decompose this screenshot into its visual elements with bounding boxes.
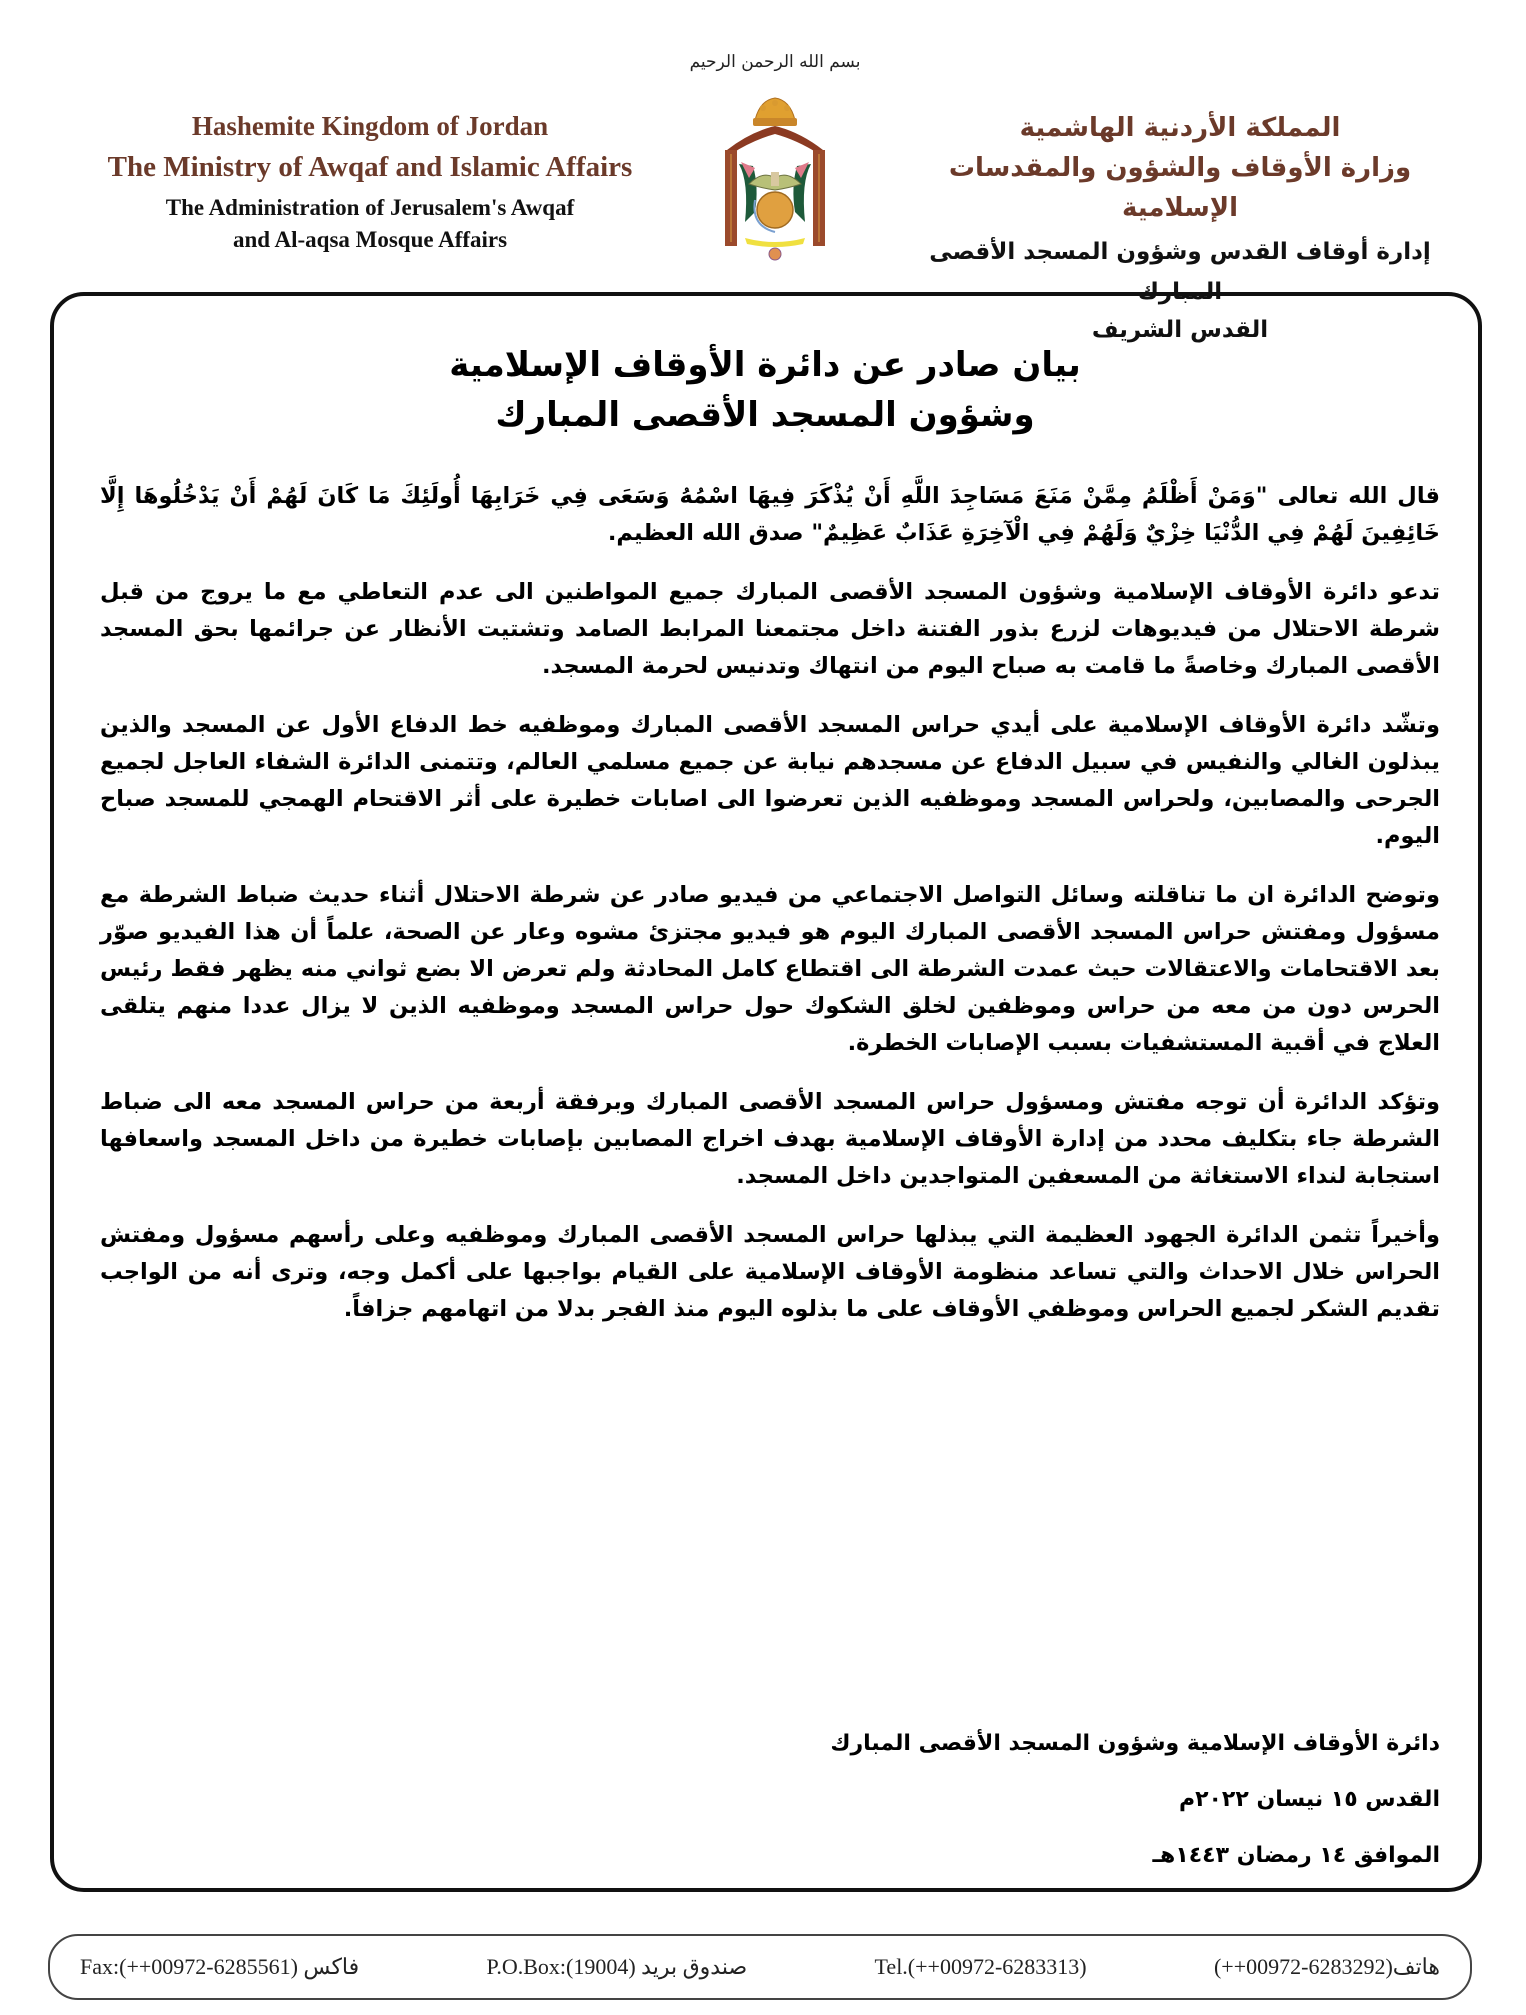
kingdom-name-ar: المملكة الأردنية الهاشمية: [1019, 113, 1341, 143]
statement-title: [200, 340, 1330, 440]
administration-name-en-line2: and Al-aqsa Mosque Affairs: [232, 227, 508, 252]
city-name-ar: القدس الشريف: [1091, 317, 1269, 343]
kingdom-name-en: Hashemite Kingdom of Jordan: [191, 111, 549, 141]
paragraph-confirmation: وتؤكد الدائرة أن توجه مفتش ومسؤول حراس المسجد الأقصى المبارك وبرفقة أربعة من حراس المسجد معه الى ضباط الشرطة جاء بتكليف محدد من إدارة الأوقاف الإسلامية بهدف اخراج المصابين بإصابات خطيرة من داخل المسجد واسعافها استجابة لنداء الاستغاثة من المسعفين المتواجدين داخل المسجد.: [100, 1089, 1440, 1189]
telephone-number: Tel.(++00972-6283313): [874, 1954, 1087, 1979]
statement-title-line1: بيان صادر عن دائرة الأوقاف الإسلامية: [449, 345, 1081, 385]
date-hijri: الموافق ١٤ رمضان ١٤٤٣هـ: [1152, 1843, 1440, 1868]
paragraph-closing-thanks: وأخيراً تثمن الدائرة الجهود العظيمة التي يبذلها حراس المسجد الأقصى المبارك وموظفيه وعلى رأسهم مسؤول ومفتش الحراس خلال الاحداث والتي تساعد منظومة الأوقاف الإسلامية على القيام بواجبها على أكمل وجه، وترى أنه من الواجب تقديم الشكر لجميع الحراس وموظفي الأوقاف على ما بذلوه اليوم منذ الفجر بدلا من اتهامهم جزافاً.: [100, 1222, 1440, 1322]
ministry-name-ar: وزارة الأوقاف والشؤون والمقدسات الإسلامية: [948, 153, 1412, 223]
fax-number: Fax:(++00972-6285561) فاكس: [80, 1954, 360, 1979]
paragraph-call-to-citizens: تدعو دائرة الأوقاف الإسلامية وشؤون المسجد الأقصى المبارك جميع المواطنين الى عدم التعاطي مع ما يروج من قبل شرطة الاحتلال من فيديوهات لزرع بذور الفتنة داخل مجتمعنا المرابط الصامد وتشتيت الأنظار عن جرائمها بحق المسجد الأقصى المبارك وخاصةً ما قامت به صباح اليوم من انتهاك وتدنيس لحرمة المسجد.: [100, 579, 1440, 679]
statement-title-line2: وشؤون المسجد الأقصى المبارك: [495, 395, 1035, 435]
contact-footer: [48, 1934, 1472, 2000]
paragraph-guards-praise: وتشّد دائرة الأوقاف الإسلامية على أيدي حراس المسجد الأقصى المبارك وموظفيه خط الدفاع الأول عن المسجد والذين يبذلون الغالي والنفيس في سبيل الدفاع عن مسجدهم نيابة عن جميع مسلمي العالم، وتتمنى الدائرة الشفاء العاجل لجميع الجرحى والمصابين، ولحراس المسجد وموظفيه الذين تعرضوا الى اصابات خطيرة على أثر الاقتحام الهمجي للمسجد صباح اليوم.: [100, 712, 1440, 849]
paragraph-video-clarification: وتوضح الدائرة ان ما تناقلته وسائل التواصل الاجتماعي من فيديو صادر عن شرطة الاحتلال أثناء حديث ضباط الشرطة مع مسؤول ومفتش حراس المسجد الأقصى المبارك اليوم هو فيديو مجتزئ مشوه وعار عن الصحة، علماً أن هذا الفيديو صوّر بعد الاقتحامات والاعتقالات حيث عمدت الشرطة الى اقتطاع كامل المحادثة ولم تعرض الا بضع ثواني منه يظهر فقط رئيس الحرس دون من معه من حراس وموظفين لخلق الشكوك حول حراس المسجد وموظفيه الذين لا يزال عددا منهم يتلقى العلاج في أقبية المستشفيات بسبب الإصابات الخطرة.: [100, 882, 1440, 1056]
phone-number: (++00972-6283292)هاتف: [1213, 1954, 1440, 1979]
administration-name-ar: إدارة أوقاف القدس وشؤون المسجد الأقصى المبارك: [929, 239, 1431, 305]
basmala: بسم الله الرحمن الرحيم: [689, 52, 861, 72]
date-gregorian: القدس ١٥ نيسان ٢٠٢٢م: [1178, 1787, 1440, 1812]
jordan-coat-of-arms-icon: [715, 92, 835, 262]
header-english: [60, 108, 680, 256]
paragraph-quran-verse: قال الله تعالى "وَمَنْ أَظْلَمُ مِمَّنْ مَنَعَ مَسَاجِدَ اللَّهِ أَنْ يُذْكَرَ فِيهَا اسْمُهُ وَسَعَى فِي خَرَابِهَا أُولَئِكَ مَا كَانَ لَهُمْ أَنْ يَدْخُلُوهَا إِلَّا خَائِفِينَ لَهُمْ فِي الدُّنْيَا خِزْيٌ وَلَهُمْ فِي الْآخِرَةِ عَذَابٌ عَظِيمٌ" صدق الله العظيم.: [100, 483, 1440, 546]
issuer-name: دائرة الأوقاف الإسلامية وشؤون المسجد الأقصى المبارك: [830, 1731, 1440, 1756]
ministry-name-en: The Ministry of Awqaf and Islamic Affairs: [107, 151, 633, 183]
statement-body: [100, 478, 1440, 1350]
po-box: P.O.Box:(19004) صندوق بريد: [486, 1954, 748, 1979]
administration-name-en-line1: The Administration of Jerusalem's Awqaf: [165, 195, 575, 220]
signoff: [700, 1716, 1440, 1884]
